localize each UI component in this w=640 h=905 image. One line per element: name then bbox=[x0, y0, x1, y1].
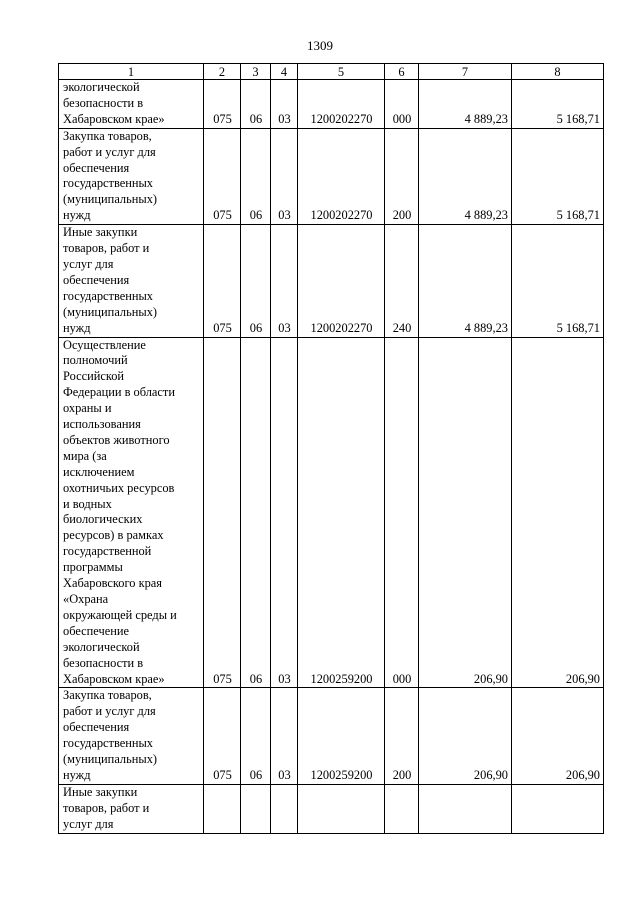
budget-table bbox=[58, 63, 604, 834]
row-subsection bbox=[271, 784, 298, 833]
row-expense-type: 000 bbox=[385, 80, 419, 129]
row-subsection: 03 bbox=[271, 688, 298, 784]
row-description: Закупка товаров, работ и услуг для обеспечения государственных (муниципальных) нужд bbox=[59, 688, 204, 784]
row-expense-type: 200 bbox=[385, 128, 419, 224]
row-amount-col8: 5 168,71 bbox=[512, 80, 604, 129]
row-expense-type: 200 bbox=[385, 688, 419, 784]
row-amount-col8: 206,90 bbox=[512, 688, 604, 784]
row-target-article: 1200259200 bbox=[298, 688, 385, 784]
row-section: 06 bbox=[241, 80, 271, 129]
row-amount-col7: 206,90 bbox=[419, 688, 512, 784]
row-amount-col8: 206,90 bbox=[512, 337, 604, 688]
table-row bbox=[59, 784, 604, 833]
row-ministry-code: 075 bbox=[204, 688, 241, 784]
row-description: Закупка товаров, работ и услуг для обеспечения государственных (муниципальных) нужд bbox=[59, 128, 204, 224]
row-description: экологической безопасности в Хабаровском крае» bbox=[59, 80, 204, 129]
row-amount-col7 bbox=[419, 784, 512, 833]
row-amount-col7: 4 889,23 bbox=[419, 128, 512, 224]
row-expense-type bbox=[385, 784, 419, 833]
header-col-8: 8 bbox=[512, 64, 604, 80]
table-row bbox=[59, 225, 604, 337]
page-number: 1309 bbox=[307, 38, 333, 53]
row-target-article: 1200202270 bbox=[298, 80, 385, 129]
row-amount-col7: 4 889,23 bbox=[419, 225, 512, 337]
row-ministry-code: 075 bbox=[204, 128, 241, 224]
header-col-6: 6 bbox=[385, 64, 419, 80]
table-row bbox=[59, 128, 604, 224]
header-col-4: 4 bbox=[271, 64, 298, 80]
row-amount-col8: 5 168,71 bbox=[512, 225, 604, 337]
header-col-3: 3 bbox=[241, 64, 271, 80]
row-expense-type: 240 bbox=[385, 225, 419, 337]
table-header-row bbox=[59, 64, 604, 80]
row-expense-type: 000 bbox=[385, 337, 419, 688]
row-subsection: 03 bbox=[271, 80, 298, 129]
header-col-1: 1 bbox=[59, 64, 204, 80]
row-subsection: 03 bbox=[271, 128, 298, 224]
row-target-article: 1200259200 bbox=[298, 337, 385, 688]
row-ministry-code bbox=[204, 784, 241, 833]
row-description: Иные закупки товаров, работ и услуг для обеспечения государственных (муниципальных) нужд bbox=[59, 225, 204, 337]
row-target-article: 1200202270 bbox=[298, 128, 385, 224]
row-section: 06 bbox=[241, 337, 271, 688]
table-row bbox=[59, 688, 604, 784]
row-target-article: 1200202270 bbox=[298, 225, 385, 337]
row-section bbox=[241, 784, 271, 833]
header-col-5: 5 bbox=[298, 64, 385, 80]
row-amount-col7: 4 889,23 bbox=[419, 80, 512, 129]
header-col-2: 2 bbox=[204, 64, 241, 80]
header-col-7: 7 bbox=[419, 64, 512, 80]
row-section: 06 bbox=[241, 688, 271, 784]
row-ministry-code: 075 bbox=[204, 337, 241, 688]
row-target-article bbox=[298, 784, 385, 833]
row-ministry-code: 075 bbox=[204, 80, 241, 129]
row-subsection: 03 bbox=[271, 225, 298, 337]
row-subsection: 03 bbox=[271, 337, 298, 688]
row-amount-col7: 206,90 bbox=[419, 337, 512, 688]
row-description: Осуществление полномочий Российской Федерации в области охраны и использования объектов животного мира (за исключением охотничьих ресурсов и водных биологических ресурсов) в рамках государственной программы Хабаровского края «Охрана окружающей среды и обеспечение экологической безопасности в Хабаровском крае» bbox=[59, 337, 204, 688]
row-ministry-code: 075 bbox=[204, 225, 241, 337]
row-section: 06 bbox=[241, 225, 271, 337]
row-amount-col8 bbox=[512, 784, 604, 833]
row-description: Иные закупки товаров, работ и услуг для bbox=[59, 784, 204, 833]
row-amount-col8: 5 168,71 bbox=[512, 128, 604, 224]
table-row bbox=[59, 337, 604, 688]
row-section: 06 bbox=[241, 128, 271, 224]
table-row bbox=[59, 80, 604, 129]
